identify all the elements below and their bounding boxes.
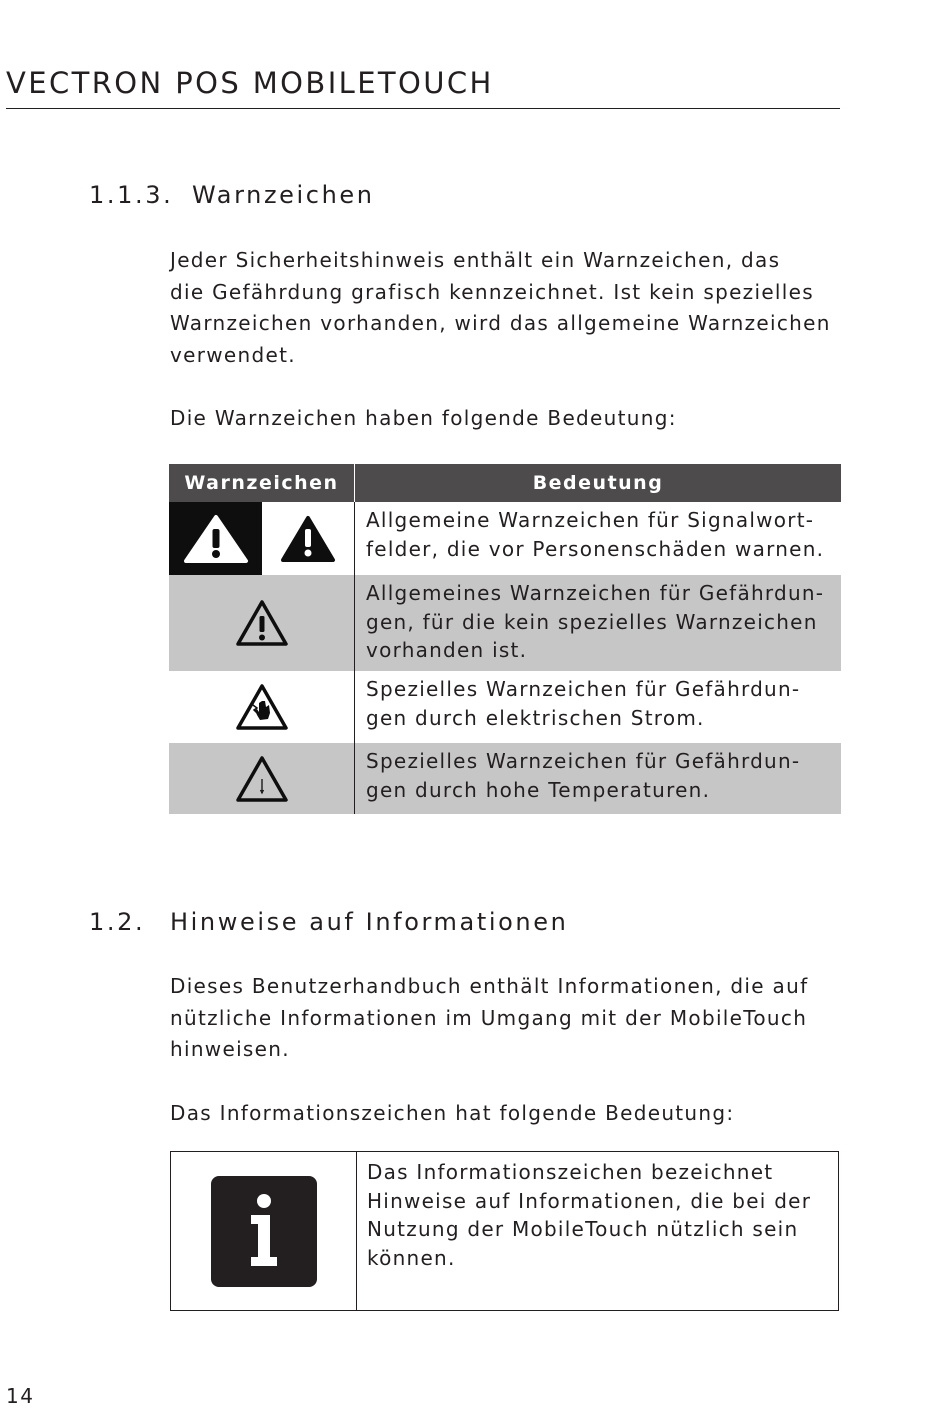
table-row: [169, 671, 841, 743]
info-sign-table: [170, 1151, 839, 1311]
table-row: [169, 575, 841, 671]
page-number: 14: [6, 1384, 35, 1408]
intro-paragraph: [170, 245, 850, 371]
table-intro: [170, 1098, 850, 1130]
section-number: 1.2.: [89, 908, 146, 936]
text-line: verwendet.: [170, 342, 296, 367]
column-header-warnzeichen: Warnzeichen: [169, 464, 355, 502]
text-line: vorhanden ist.: [366, 638, 528, 662]
text-line: gen, für die kein spezielles Warnzeichen: [366, 609, 818, 634]
text-line: Spezielles Warnzeichen für Gefährdun-: [366, 749, 801, 773]
section-title: Hinweise auf Informationen: [170, 908, 569, 936]
text-line: Warnzeichen vorhanden, wird das allgemeine Warnzeichen: [170, 311, 831, 335]
icon-cell: [169, 743, 355, 814]
info-icon: [211, 1176, 317, 1287]
hot-surface-icon: [235, 755, 289, 803]
warning-signs-table: [169, 464, 841, 814]
text-line: hinweisen.: [170, 1037, 290, 1061]
section-title: Warnzeichen: [192, 181, 375, 209]
icon-cell: [169, 502, 355, 575]
column-header-bedeutung: Bedeutung: [532, 472, 664, 494]
meaning-cell: [355, 502, 841, 575]
section-heading-hinweise: [89, 908, 568, 936]
text-line: Allgemeines Warnzeichen für Gefährdun-: [366, 581, 825, 605]
meaning-cell: [357, 1152, 838, 1310]
table-header-row: [169, 464, 841, 502]
warning-filled-inverted-icon: [169, 502, 262, 575]
icon-cell: [171, 1152, 357, 1310]
electric-hazard-icon: [235, 683, 289, 731]
text-line: Die Warnzeichen haben folgende Bedeutung:: [170, 406, 677, 430]
warning-filled-icon: [262, 502, 354, 575]
icon-cell: [169, 575, 355, 671]
text-line: nützliche Informationen im Umgang mit der MobileTouch: [170, 1005, 808, 1030]
meaning-cell: [355, 743, 841, 814]
table-row: [169, 502, 841, 575]
text-line: gen durch hohe Temperaturen.: [366, 777, 711, 802]
intro-paragraph: [170, 971, 850, 1066]
text-line: Hinweise auf Informationen, die bei der: [367, 1188, 812, 1213]
text-line: Spezielles Warnzeichen für Gefährdun-: [366, 677, 801, 701]
text-line: können.: [367, 1245, 456, 1270]
table-row: [169, 743, 841, 814]
text-line: Dieses Benutzerhandbuch enthält Informationen, die auf: [170, 974, 809, 998]
text-line: Nutzung der MobileTouch nützlich sein: [367, 1217, 799, 1241]
text-line: Allgemeine Warnzeichen für Signalwort-: [366, 508, 815, 532]
meaning-cell: [355, 575, 841, 671]
text-line: gen durch elektrischen Strom.: [366, 705, 705, 730]
icon-cell: [169, 671, 355, 743]
table-intro: [170, 403, 850, 435]
meaning-cell: [355, 671, 841, 743]
text-line: die Gefährdung grafisch kennzeichnet. Ist kein spezielles: [170, 279, 814, 304]
general-warning-icon: [235, 599, 289, 647]
running-header: VECTRON POS MOBILETOUCH: [6, 66, 840, 109]
text-line: Das Informationszeichen hat folgende Bedeutung:: [170, 1101, 735, 1125]
section-number: 1.1.3.: [89, 181, 174, 209]
text-line: felder, die vor Personenschäden warnen.: [366, 536, 825, 561]
text-line: Jeder Sicherheitshinweis enthält ein Warnzeichen, das: [170, 248, 781, 272]
section-heading-warnzeichen: [89, 181, 375, 209]
text-line: Das Informationszeichen bezeichnet: [367, 1160, 774, 1184]
